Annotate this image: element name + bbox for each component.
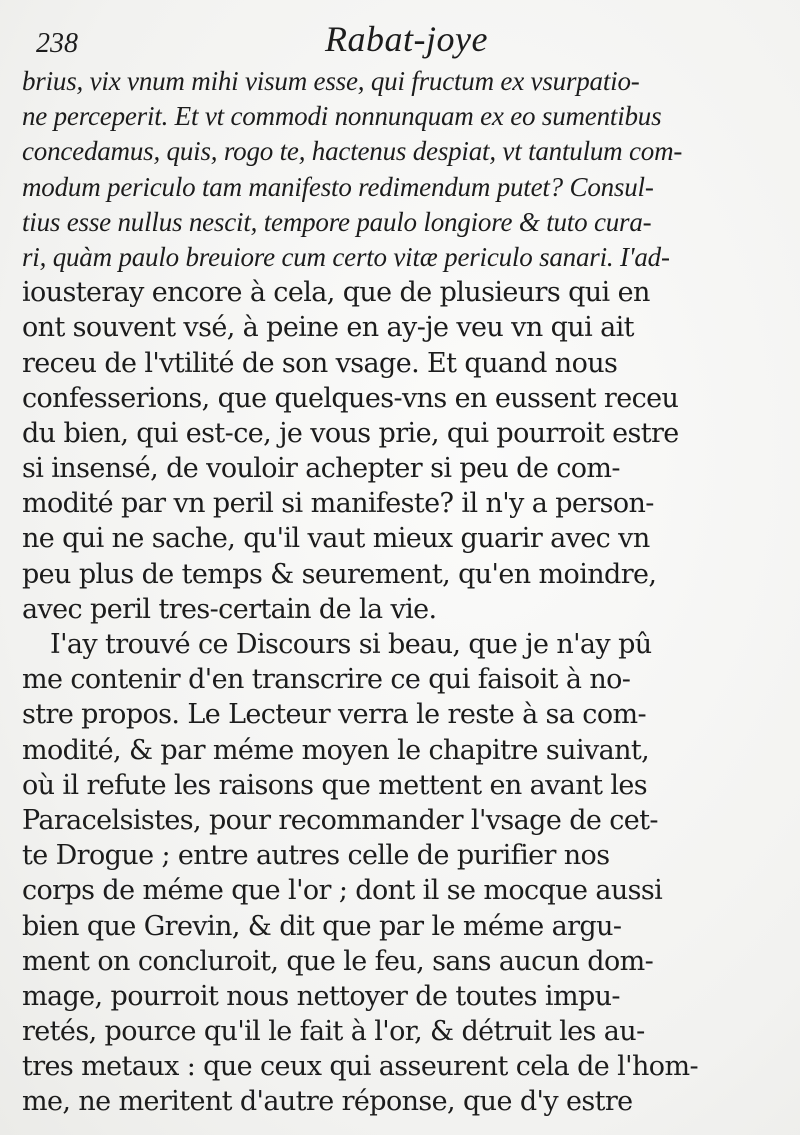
- text-line: ment on concluroit, que le feu, sans aucun dom-: [22, 945, 654, 977]
- latin-quotation: [22, 64, 782, 275]
- body-text: [22, 64, 782, 1120]
- text-line: retés, pource qu'il le fait à l'or, & détruit les au-: [22, 1016, 645, 1048]
- text-line: me, ne meritent d'autre réponse, que d'y estre: [22, 1086, 633, 1118]
- text-line: modité, & par méme moyen le chapitre suivant,: [22, 734, 650, 766]
- text-line: ne qui ne sache, qu'il vaut mieux guarir avec vn: [22, 523, 650, 555]
- text-line: te Drogue ; entre autres celle de purifier nos: [22, 840, 610, 872]
- page-header: [0, 18, 800, 66]
- text-line: ne perceperit. Et vt commodi nonnunquam ex eo sumentibus: [22, 101, 662, 132]
- text-line: confesserions, que quelques-vns en eussent receu: [22, 382, 679, 414]
- text-line: mage, pourroit nous nettoyer de toutes impu-: [22, 980, 620, 1012]
- text-line: bien que Grevin, & dit que par le méme argu-: [22, 910, 622, 942]
- text-line: avec peril tres-certain de la vie.: [22, 593, 437, 625]
- paragraph-start-line: I'ay trouvé ce Discours si beau, que je n'ay pû: [50, 629, 652, 660]
- text-line: stre propos. Le Lecteur verra le reste à sa com-: [22, 699, 646, 731]
- page-number: 238: [36, 28, 78, 59]
- text-line: modité par vn peril si manifeste? il n'y a person-: [22, 488, 654, 520]
- text-line: me contenir d'en transcrire ce qui faisoit à no-: [22, 664, 631, 696]
- text-line: ri, quàm paulo breuiore cum certo vitæ periculo sanari. I'ad-: [22, 241, 670, 272]
- text-line: du bien, qui est-ce, je vous prie, qui pourroit estre: [22, 417, 679, 449]
- text-line: tres metaux : que ceux qui asseurent cela de l'hom-: [22, 1051, 698, 1083]
- text-line: iousteray encore à cela, que de plusieurs qui en: [22, 277, 650, 309]
- text-line: concedamus, quis, rogo te, hactenus despiat, vt tantulum com-: [22, 136, 683, 167]
- text-line: brius, vix vnum mihi visum esse, qui fructum ex vsurpatio-: [22, 66, 640, 96]
- text-line: si insensé, de vouloir achepter si peu de com-: [22, 453, 620, 485]
- text-line: receu de l'vtilité de son vsage. Et quand nous: [22, 347, 618, 379]
- text-line: Paracelsistes, pour recommander l'vsage de cet-: [22, 804, 658, 836]
- text-line: peu plus de temps & seurement, qu'en moindre,: [22, 558, 657, 590]
- text-line: où il refute les raisons que mettent en avant les: [22, 769, 647, 801]
- text-line: tius esse nullus nescit, tempore paulo longiore & tuto cura-: [22, 206, 652, 237]
- text-line: corps de méme que l'or ; dont il se mocque aussi: [22, 875, 663, 907]
- text-line: modum periculo tam manifesto redimendum putet? Consul-: [22, 171, 654, 202]
- text-line: ont souvent vsé, à peine en ay-je veu vn qui ait: [22, 312, 634, 344]
- running-head: Rabat-joye: [325, 19, 488, 59]
- french-paragraphs: [22, 275, 782, 1120]
